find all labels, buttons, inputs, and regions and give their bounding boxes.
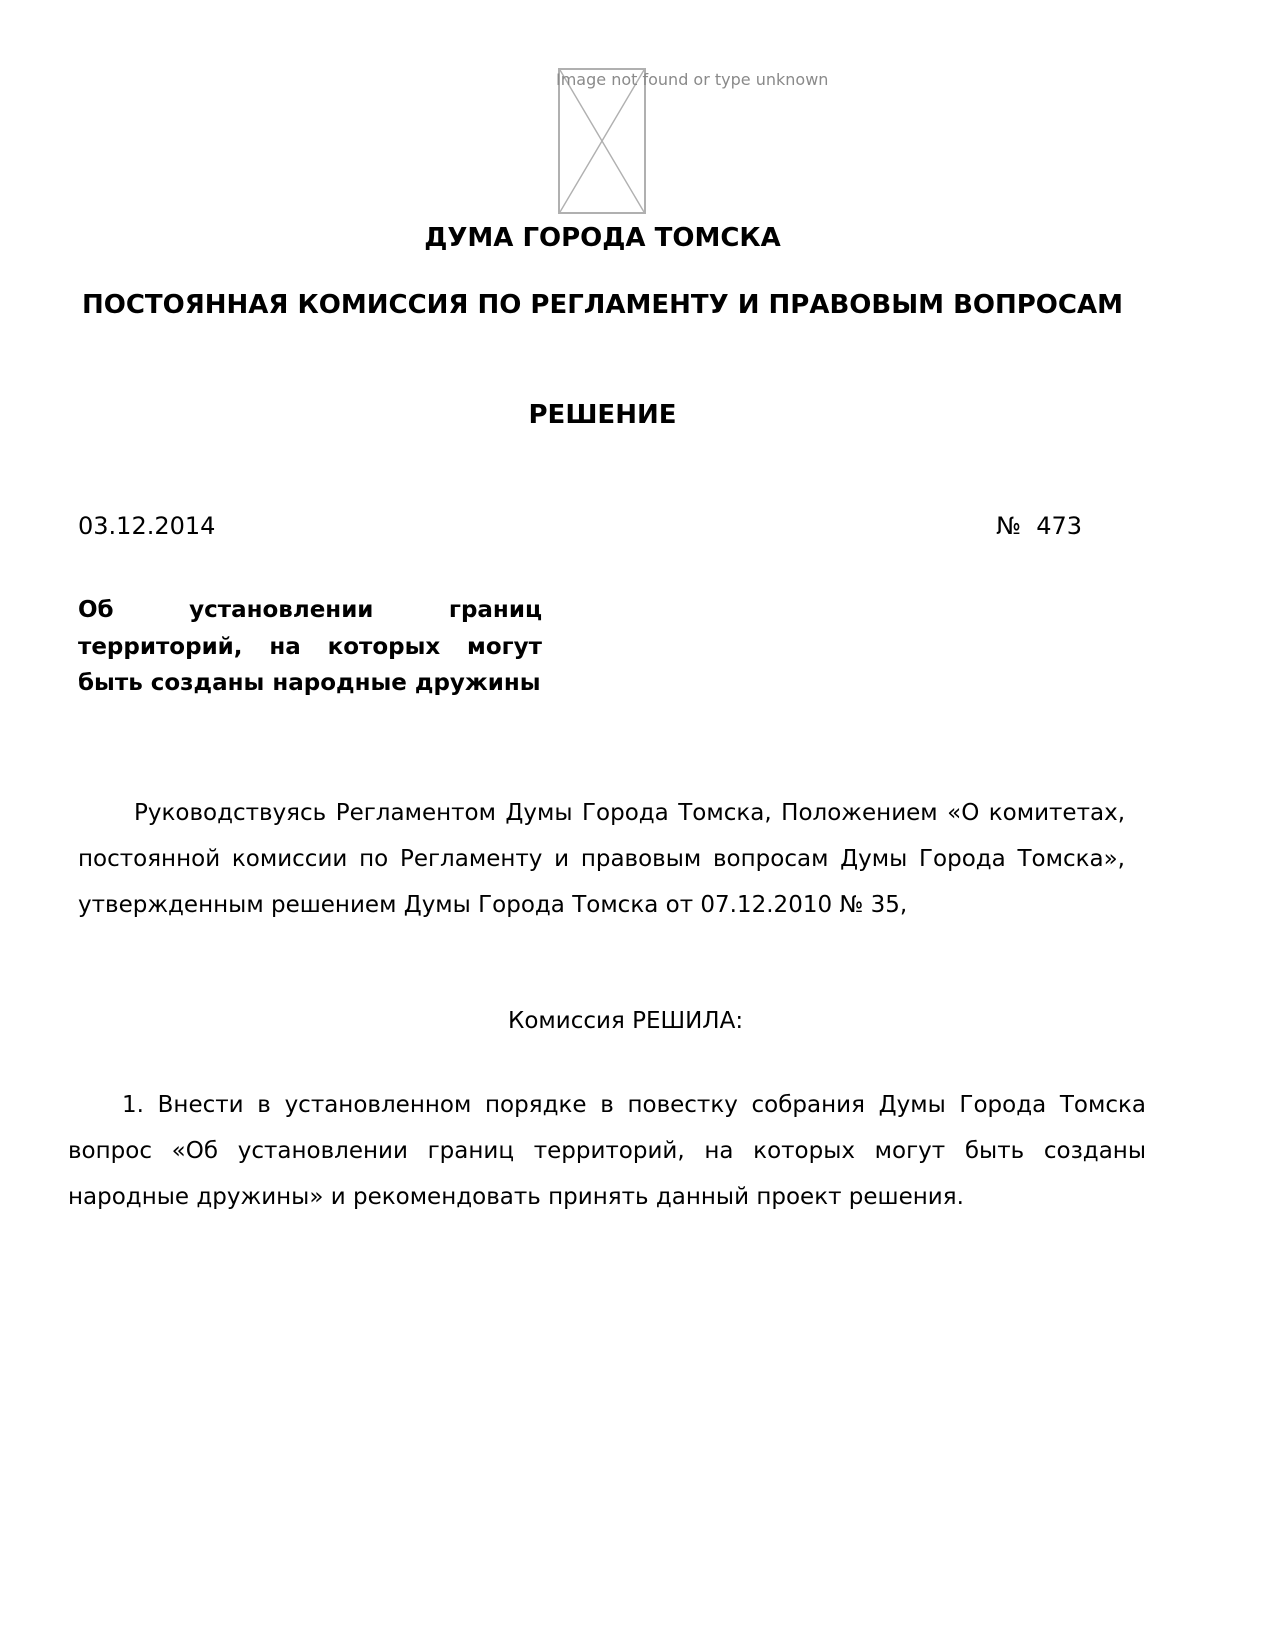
broken-image-icon [560, 70, 644, 212]
resolution-item-text: Внести в установленном порядке в повестку собрания Думы Города Томска вопрос «Об установлении границ территорий, на которых могут быть созданы народные дружины» и рекомендовать принять данный проект решения. [68, 1092, 1146, 1210]
resolved-heading: Комиссия РЕШИЛА: [508, 1008, 744, 1034]
document-subject: Об установлении границ территорий, на которых могут быть созданы народные дружины [78, 597, 542, 696]
preamble-paragraph: Руководствуясь Регламентом Думы Города Томска, Положением «О комитетах, постоянной комиссии по Регламенту и правовым вопросам Думы Города Томска», утвержденным решением Думы Города Томска от 07.12.2010 № 35, [78, 800, 1125, 918]
document-type: РЕШЕНИЕ [528, 400, 677, 430]
resolution-item-number: 1. [122, 1092, 144, 1118]
resolution-item [68, 1082, 1146, 1220]
emblem-alt-text: Image not found or type unknown [556, 70, 829, 89]
organization-title: ДУМА ГОРОДА ТОМСКА [424, 223, 781, 253]
document-date: 03.12.2014 [78, 512, 216, 540]
document-number: № 473 [996, 512, 1083, 540]
commission-title [0, 283, 1205, 327]
commission-title-text: ПОСТОЯННАЯ КОМИССИЯ ПО РЕГЛАМЕНТУ И ПРАВОВЫМ ВОПРОСАМ [81, 290, 1123, 320]
